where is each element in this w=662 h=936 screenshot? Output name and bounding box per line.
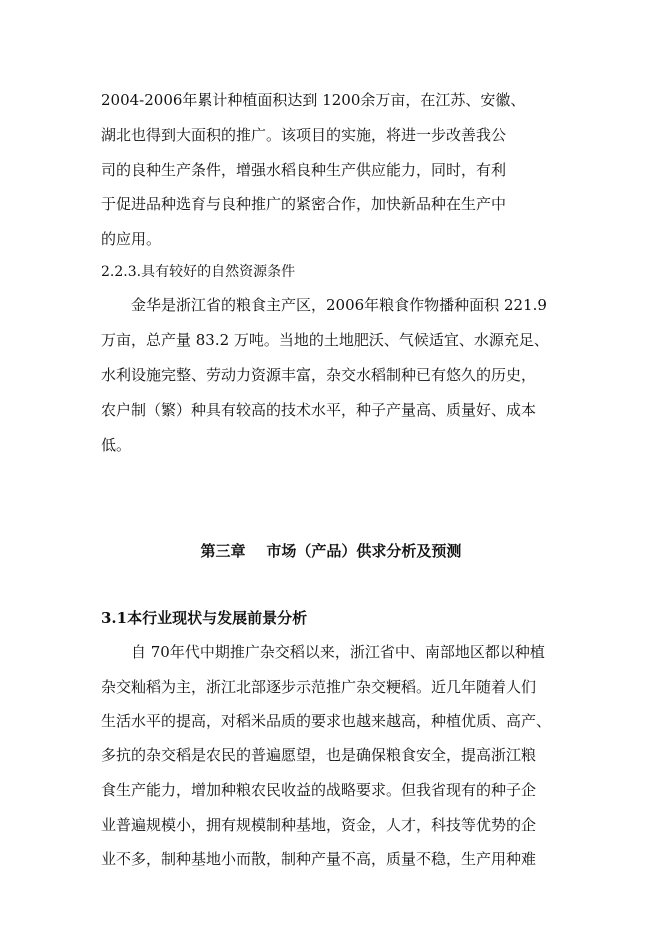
paragraph-line: 生活水平的提高，对稻米品质的要求也越来越高，种植优质、高产、 bbox=[101, 712, 552, 730]
paragraph-line: 湖北也得到大面积的推广。该项目的实施，将进一步改善我公 bbox=[101, 126, 507, 144]
paragraph-line: 食生产能力，增加种粮农民收益的战略要求。但我省现有的种子企 bbox=[101, 781, 537, 799]
subsection-heading: 2.2.3.具有较好的自然资源条件 bbox=[101, 264, 296, 280]
paragraph-line: 司的良种生产条件，增强水稻良种生产供应能力，同时，有利 bbox=[101, 161, 507, 179]
paragraph-line: 于促进品种选育与良种推广的紧密合作，加快新品种在生产中 bbox=[101, 195, 507, 213]
paragraph-line: 业普遍规模小，拥有规模制种基地，资金，人才，科技等优势的企 bbox=[101, 816, 537, 834]
paragraph-line: 自 70年代中期推广杂交稻以来，浙江省中、南部地区都以种植 bbox=[131, 643, 545, 661]
paragraph-line: 的应用。 bbox=[101, 230, 162, 248]
paragraph-line: 水利设施完整、劳动力资源丰富，杂交水稻制种已有悠久的历史， bbox=[101, 366, 537, 384]
paragraph-line: 万亩，总产量 83.2 万吨。当地的土地肥沃、气候适宜、水源充足、 bbox=[101, 331, 549, 349]
paragraph-line: 杂交籼稻为主，浙江北部逐步示范推广杂交粳稻。近几年随着人们 bbox=[101, 678, 537, 696]
paragraph-line: 金华是浙江省的粮食主产区，2006年粮食作物播种面积 221.9 bbox=[131, 296, 547, 314]
paragraph-line: 2004-2006年累计种植面积达到 1200余万亩，在江苏、安徽、 bbox=[101, 91, 526, 109]
section-heading: 3.1本行业现状与发展前景分析 bbox=[101, 609, 308, 627]
paragraph-line: 农户制（繁）种具有较高的技术水平，种子产量高、质量好、成本 bbox=[101, 401, 537, 419]
paragraph-line: 多抗的杂交稻是农民的普遍愿望，也是确保粮食安全，提高浙江粮 bbox=[101, 746, 537, 764]
chapter-title: 第三章 市场（产品）供求分析及预测 bbox=[200, 542, 462, 560]
paragraph-line: 低。 bbox=[101, 436, 132, 454]
paragraph-line: 业不多，制种基地小而散，制种产量不高，质量不稳，生产用种难 bbox=[101, 850, 537, 868]
